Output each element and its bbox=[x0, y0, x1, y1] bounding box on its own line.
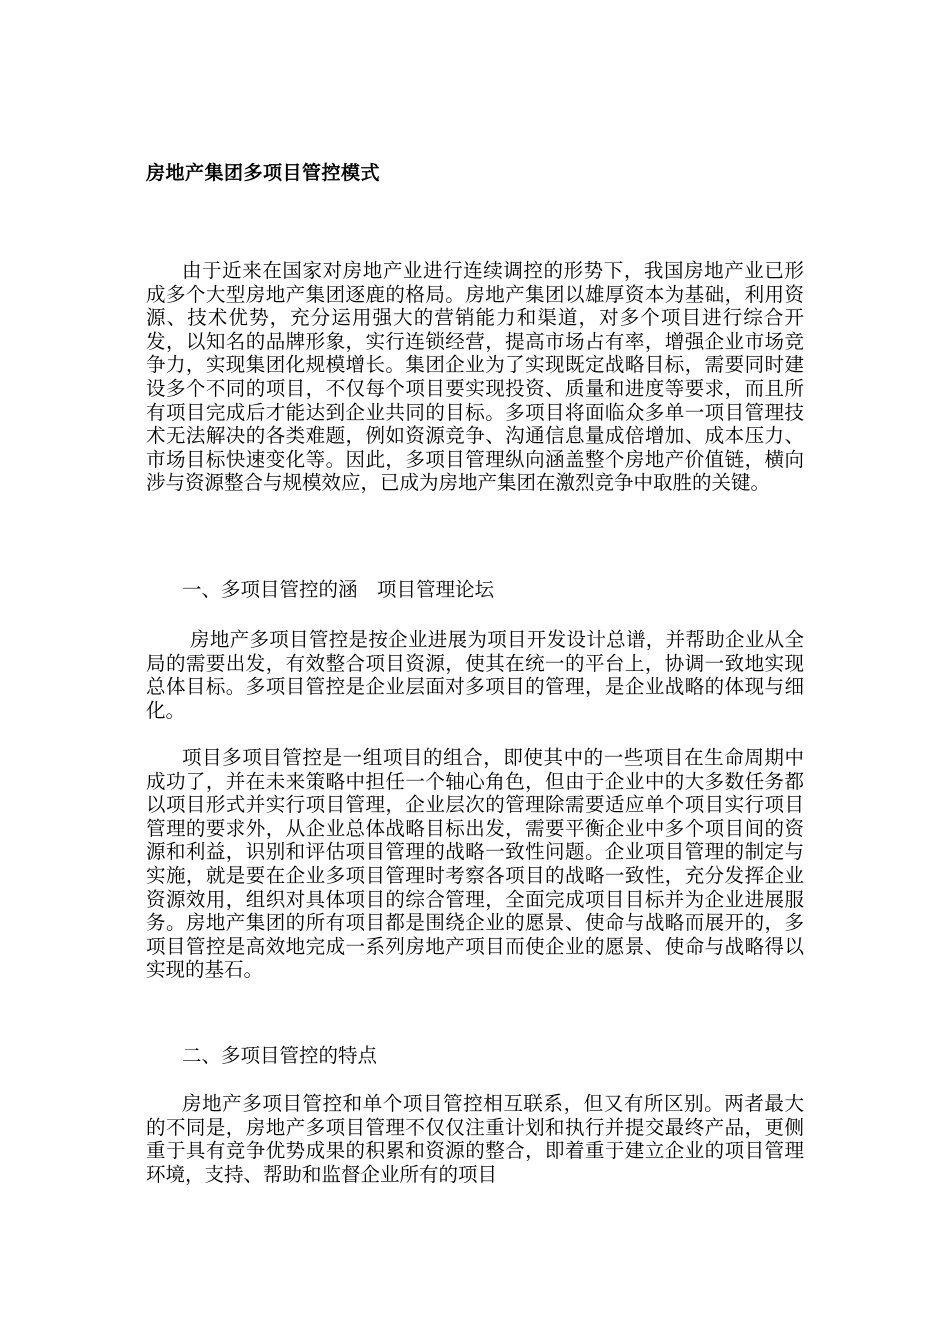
section-heading-1: 一、多项目管控的涵 项目管理论坛 bbox=[182, 578, 495, 601]
document-title: 房地产集团多项目管控模式 bbox=[146, 162, 381, 184]
paragraph-portfolio: 项目多项目管控是一组项目的组合，即使其中的一些项目在生命周期中成功了，并在未来策略中担任一个轴心角色，但由于企业中的大多数任务都以项目形式并实行项目管理，企业层次的管理除需要适应单个项目实行项目管理的要求外，从企业总体战略目标出发，需要平衡企业中多个项目间的资源和利益，识别和评估项目管理的战略一致性问题。企业项目管理的制定与实施，就是要在企业多项目管理时考察各项目的战略一致性，充分发挥企业资源效用，组织对具体项目的综合管理，全面完成项目目标并为企业进展服务。房地产集团的所有项目都是围绕企业的愿景、使命与战略而展开的，多项目管控是高效地完成一系列房地产项目而使企业的愿景、使命与战略得以实现的基石。 bbox=[146, 746, 804, 982]
paragraph-features: 房地产多项目管控和单个项目管控相互联系，但又有所区别。两者最大的不同是，房地产多项目管理不仅仅注重计划和执行并提交最终产品，更侧重于具有竞争优势成果的积累和资源的整合，即着重于建立企业的项目管理环境，支持、帮助和监督企业所有的项目 bbox=[146, 1092, 804, 1186]
paragraph-definition: 房地产多项目管控是按企业进展为项目开发设计总谱，并帮助企业从全局的需要出发，有效整合项目资源，使其在统一的平台上，协调一致地实现总体目标。多项目管控是企业层面对多项目的管理，是企业战略的体现与细化。 bbox=[146, 628, 804, 722]
section-heading-2: 二、多项目管控的特点 bbox=[182, 1044, 378, 1067]
paragraph-intro: 由于近来在国家对房地产业进行连续调控的形势下，我国房地产业已形成多个大型房地产集团逐鹿的格局。房地产集团以雄厚资本为基础，利用资源、技术优势，充分运用强大的营销能力和渠道，对多个项目进行综合开发，以知名的品牌形象，实行连锁经营，提高市场占有率，增强企业市场竞争力，实现集团化规模增长。集团企业为了实现既定战略目标，需要同时建设多个不同的项目，不仅每个项目要实现投资、质量和进度等要求，而且所有项目完成后才能达到企业共同的目标。多项目将面临众多单一项目管理技术无法解决的各类难题，例如资源竞争、沟通信息量成倍增加、成本压力、市场目标快速变化等。因此，多项目管理纵向涵盖整个房地产价值链，横向涉与资源整合与规模效应，已成为房地产集团在激烈竞争中取胜的关键。 bbox=[146, 259, 804, 495]
